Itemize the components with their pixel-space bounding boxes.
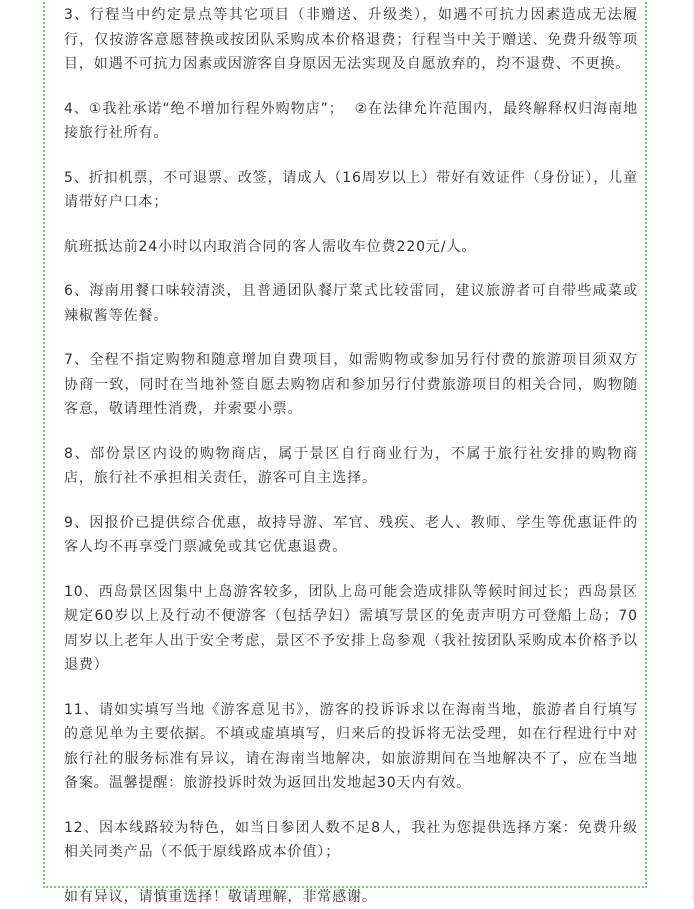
term-paragraph-12: 12、因本线路较为特色，如当日参团人数不足8人，我社为您提供选择方案：免费升级相关同类产品（不低于原线路成本价值）； [64,816,638,865]
term-paragraph-9: 9、因报价已提供综合优惠，故持导游、军官、残疾、老人、教师、学生等优惠证件的客人均不再享受门票减免或其它优惠退费。 [64,511,638,560]
term-paragraph-5-cancellation: 航班抵达前24小时以内取消合同的客人需收车位费220元/人。 [64,235,638,260]
term-paragraph-10: 10、西岛景区因集中上岛游客较多，团队上岛可能会造成排队等候时间过长；西岛景区规定60岁以上及行动不便游客（包括孕妇）需填写景区的免责声明方可登船上岛；70周岁以上老年人出于安全考虑，景区不予安排上岛参观（我社按团队采购成本价格予以退费） [64,580,638,678]
term-paragraph-3: 3、行程当中约定景点等其它项目（非赠送、升级类），如遇不可抗力因素造成无法履行，仅按游客意愿替换或按团队采购成本价格退费；行程当中关于赠送、免费升级等项目，如遇不可抗力因素或因游客自身原因无法实现及自愿放弃的，均不退费、不更换。 [64,3,638,77]
term-paragraph-6: 6、海南用餐口味较清淡，且普通团队餐厅菜式比较雷同，建议旅游者可自带些咸菜或辣椒酱等佐餐。 [64,279,638,328]
term-paragraph-11: 11、请如实填写当地《游客意见书》，游客的投诉诉求以在海南当地，旅游者自行填写的意见单为主要依据。不填或虚填填写，归来后的投诉将无法受理，如在行程进行中对旅行社的服务标准有异议，请在海南当地解决，如旅游期间在当地解决不了，应在当地备案。温馨提醒：旅游投诉时效为返回出发地起30天内有效。 [64,698,638,796]
term-paragraph-7: 7、全程不指定购物和随意增加自费项目，如需购物或参加另行付费的旅游项目须双方协商一致，同时在当地补签自愿去购物店和参加另行付费旅游项目的相关合同，购物随客意，敬请理性消费，并索要小票。 [64,348,638,422]
term-paragraph-5: 5、折扣机票，不可退票、改签，请成人（16周岁以上）带好有效证件（身份证），儿童请带好户口本； [64,166,638,215]
term-paragraph-4: 4、①我社承诺“绝不增加行程外购物店”； ②在法律允许范围内，最终解释权归海南地接旅行社所有。 [64,97,638,146]
terms-content [64,3,638,909]
term-paragraph-8: 8、部份景区内设的购物商店，属于景区自行商业行为，不属于旅行社安排的购物商店，旅行社不承担相关责任，游客可自主选择。 [64,442,638,491]
closing-note: 如有异议，请慎重选择！敬请理解，非常感谢。 [64,885,638,909]
